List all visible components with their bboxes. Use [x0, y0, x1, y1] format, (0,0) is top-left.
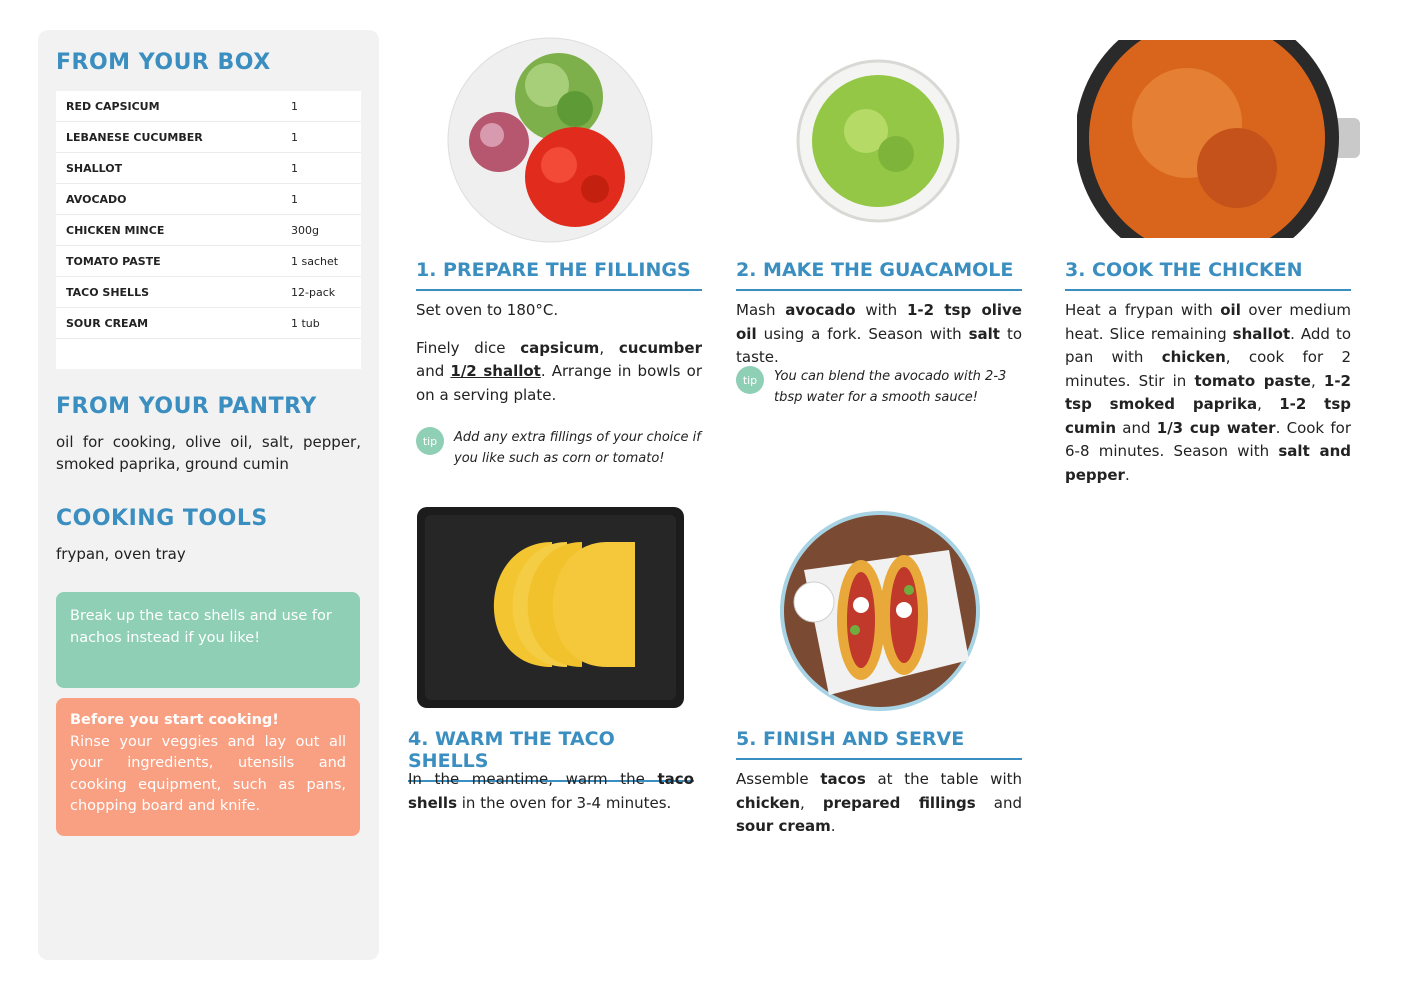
before-cooking-box — [56, 698, 360, 836]
step-3-para: Heat a frypan with oil over medium heat. Slice remaining shallot. Add to pan with chicken, cook for 2 minutes. Stir in tomato paste, 1-2 tsp smoked paprika, 1-2 tsp cumin and 1/3 cup water. Cook for 6-8 minutes. Season with salt and pepper. — [1065, 301, 1352, 484]
step-4-para: In the meantime, warm the taco shells in the oven for 3-4 minutes. — [408, 770, 694, 812]
step-5-para: Assemble tacos at the table with chicken, prepared fillings and sour cream. — [736, 770, 1023, 835]
step-4-body — [408, 768, 694, 829]
frypan-chicken-photo — [1077, 38, 1360, 238]
step-1-title: 1. PREPARE THE FILLINGS — [416, 259, 702, 291]
before-cooking-title: Before you start cooking! — [70, 712, 279, 728]
ingredient-name: SHALLOT — [66, 161, 123, 175]
ingredient-qty: 1 sachet — [291, 254, 339, 268]
before-cooking-text: Rinse your veggies and lay out all your ingredients, utensils and cooking equipment, such as pans, chopping board and knife. — [70, 733, 346, 814]
ingredient-name: LEBANESE CUCUMBER — [66, 130, 203, 144]
step-2-title: 2. MAKE THE GUACAMOLE — [736, 259, 1022, 291]
table-row-empty — [56, 339, 361, 369]
table-row — [56, 184, 361, 215]
fillings-plate-photo — [447, 37, 653, 243]
ingredient-name: TOMATO PASTE — [66, 254, 161, 268]
ingredient-name: SOUR CREAM — [66, 316, 149, 330]
ingredient-name: RED CAPSICUM — [66, 99, 160, 113]
ingredient-qty: 1 tub — [291, 316, 320, 330]
step-1-tip-text: Add any extra fillings of your choice if you like such as corn or tomato! — [454, 430, 701, 466]
step-2-para: Mash avocado with 1-2 tsp olive oil using a fork. Season with salt to taste. — [736, 301, 1022, 366]
ingredient-name: TACO SHELLS — [66, 285, 149, 299]
taco-shells-tray-photo — [417, 507, 684, 708]
guacamole-bowl-photo — [796, 59, 961, 224]
step-1-para-1: Set oven to 180°C. — [416, 301, 559, 319]
step-2-tip — [736, 366, 1022, 408]
from-your-pantry-heading: FROM YOUR PANTRY — [56, 394, 317, 419]
table-row — [56, 215, 361, 246]
table-row — [56, 91, 361, 122]
table-row — [56, 122, 361, 153]
nachos-tip-box: Break up the taco shells and use for nachos instead if you like! — [56, 592, 360, 688]
step-5-title: 5. FINISH AND SERVE — [736, 728, 1022, 760]
step-3-title: 3. COOK THE CHICKEN — [1065, 259, 1351, 291]
ingredients-table — [56, 91, 361, 369]
step-1-para-2: Finely dice capsicum, cucumber and 1/2 shallot. Arrange in bowls or on a serving plate. — [416, 338, 702, 404]
ingredient-qty: 1 — [291, 99, 298, 113]
step-5-body — [736, 768, 1022, 853]
table-row — [56, 153, 361, 184]
ingredient-name: CHICKEN MINCE — [66, 223, 165, 237]
ingredient-qty: 1 — [291, 161, 298, 175]
tip-badge-icon: tip — [416, 427, 444, 455]
from-your-box-heading: FROM YOUR BOX — [56, 50, 271, 75]
ingredient-qty: 1 — [291, 130, 298, 144]
step-1-tip — [416, 427, 702, 469]
ingredient-qty: 1 — [291, 192, 298, 206]
ingredients-sidebar — [38, 30, 379, 960]
step-4-title: 4. WARM THE TACO SHELLS — [408, 728, 694, 782]
pantry-text: oil for cooking, olive oil, salt, pepper, smoked paprika, ground cumin — [56, 433, 361, 473]
cooking-tools-heading: COOKING TOOLS — [56, 506, 268, 531]
step-3-body — [1065, 299, 1351, 501]
tip-badge-icon: tip — [736, 366, 764, 394]
step-2-tip-text: You can blend the avocado with 2-3 tbsp water for a smooth sauce! — [774, 369, 1007, 405]
ingredient-qty: 12-pack — [291, 285, 336, 299]
table-row — [56, 277, 361, 308]
table-row — [56, 308, 361, 339]
ingredient-name: AVOCADO — [66, 192, 127, 206]
step-1-body — [416, 299, 702, 421]
tools-text: frypan, oven tray — [56, 545, 186, 563]
finished-tacos-photo — [779, 510, 981, 712]
ingredient-qty: 300g — [291, 223, 319, 237]
table-row — [56, 246, 361, 277]
